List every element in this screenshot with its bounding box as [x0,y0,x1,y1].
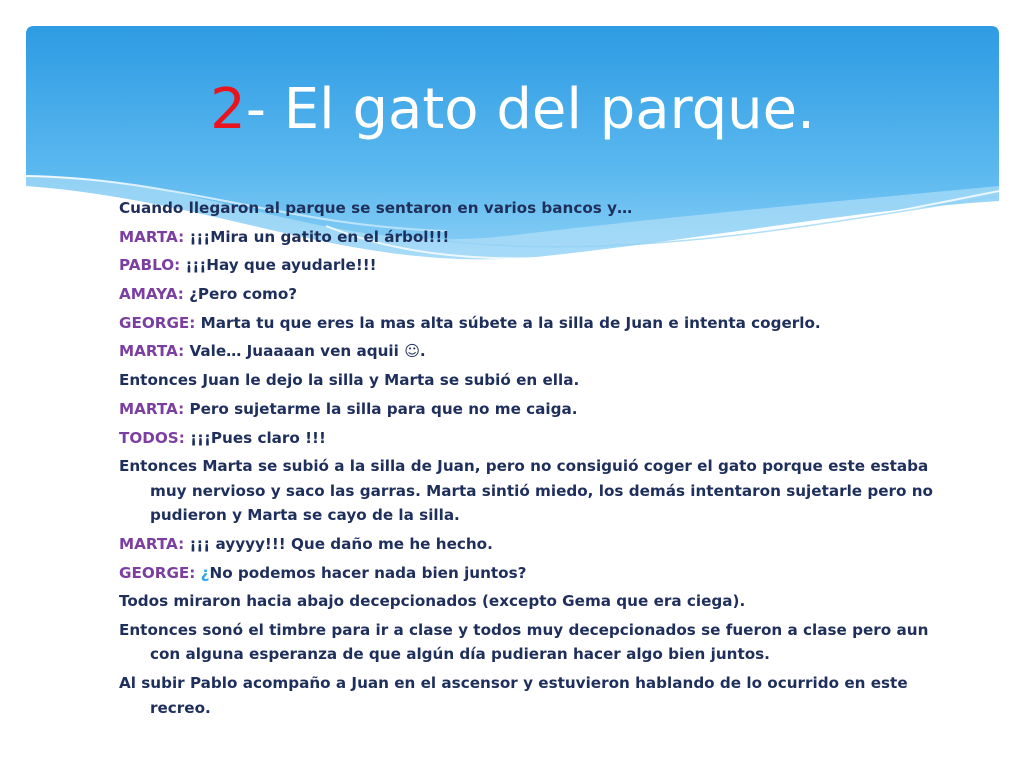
paragraph-4 [119,282,939,307]
paragraph-1 [119,196,939,221]
question-mark: ¿ [195,563,210,582]
title-text: - El gato del parque. [245,77,815,142]
paragraph-12 [119,561,939,586]
paragraph-13 [119,589,939,614]
speaker-label: MARTA: [119,342,185,361]
speaker-label: GEORGE: [119,563,196,582]
line-text: ¡¡¡Hay que ayudarle!!! [180,256,377,275]
narration-text: Entonces sonó el timbre para ir a clase y todos muy decepcionados se fueron a clase pero aun con alguna esperanza de que algún día pudieran hacer algo bien juntos. [119,620,929,664]
speaker-label: MARTA: [119,399,185,418]
paragraph-5 [119,311,939,336]
line-text: ¡¡¡Mira un gatito en el árbol!!! [184,227,450,246]
line-text: ¡¡¡Pues claro !!! [184,428,326,447]
line-text: Vale… Juaaaan ven aquii ☺. [184,342,426,361]
paragraph-11 [119,532,939,557]
speaker-label: PABLO: [119,256,181,275]
line-text: ¿Pero como? [183,285,298,304]
paragraph-15 [119,671,939,720]
paragraph-9 [119,426,939,451]
line-text: Pero sujetarme la silla para que no me caiga. [184,399,578,418]
speaker-label: AMAYA: [119,285,184,304]
paragraph-10 [119,454,939,528]
speaker-label: MARTA: [119,227,185,246]
speaker-label: MARTA: [119,534,185,553]
narration-text: Cuando llegaron al parque se sentaron en varios bancos y… [119,199,633,217]
narration-text: Entonces Marta se subió a la silla de Juan, pero no consiguió coger el gato porque este estaba muy nervioso y saco las garras. Marta sintió miedo, los demás intentaron sujetarle pero no pudieron y Marta se cayo de la silla. [119,457,933,525]
paragraph-8 [119,397,939,422]
line-text: No podemos hacer nada bien juntos? [209,563,527,582]
narration-text: Entonces Juan le dejo la silla y Marta se subió en ella. [119,371,580,390]
line-text: Marta tu que eres la mas alta súbete a la silla de Juan e intenta cogerlo. [195,313,821,332]
paragraph-2 [119,225,939,250]
line-text: ¡¡¡ ayyyy!!! Que daño me he hecho. [184,534,493,553]
speaker-label: GEORGE: [119,313,196,332]
paragraph-14 [119,618,939,667]
title-number: 2 [210,77,246,142]
speaker-label: TODOS: [119,428,185,447]
paragraph-7 [119,368,939,393]
narration-text: Todos miraron hacia abajo decepcionados (excepto Gema que era ciega). [119,592,746,611]
paragraph-6 [119,339,939,364]
dialogue-body [119,196,939,724]
paragraph-3 [119,253,939,278]
narration-text: Al subir Pablo acompaño a Juan en el ascensor y estuvieron hablando de lo ocurrido en este recreo. [119,674,908,717]
slide-title [26,72,999,148]
